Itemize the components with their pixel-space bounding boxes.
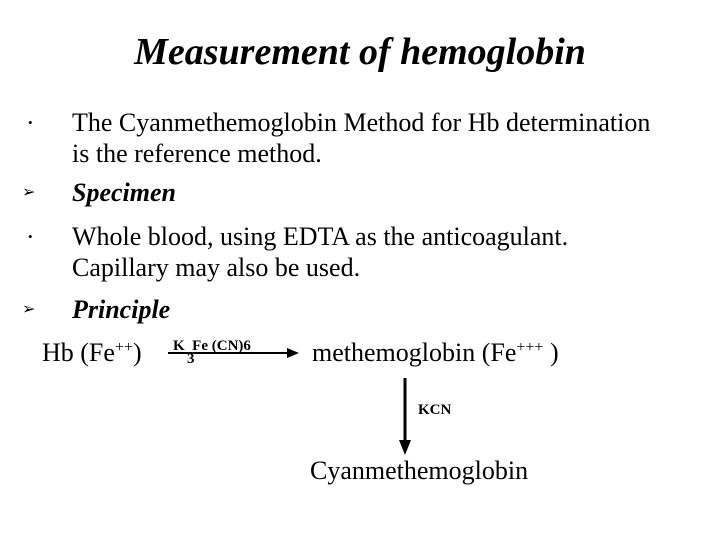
- specimen-heading: Specimen: [72, 178, 176, 207]
- method-text-continued: is the reference method.: [72, 139, 322, 168]
- bullet-icon: •: [28, 115, 33, 130]
- down-arrow-icon: [397, 378, 413, 456]
- specimen-text-continued: Capillary may also be used.: [72, 253, 361, 282]
- arrow-bullet-icon: ➢: [22, 184, 36, 201]
- method-text: The Cyanmethemoglobin Method for Hb determination: [72, 108, 651, 137]
- kcn-label: KCN: [418, 402, 452, 418]
- reagent-label: K Fe (CN)6: [173, 338, 251, 354]
- bullet-icon: •: [28, 229, 33, 244]
- reaction-arrow-icon: [168, 346, 300, 360]
- reactant-formula: Hb (Fe++): [42, 338, 142, 367]
- reagent-subscript: 3: [187, 351, 195, 367]
- product-label: Cyanmethemoglobin: [310, 456, 529, 485]
- slide-title: Measurement of hemoglobin: [134, 31, 586, 73]
- intermediate-formula: methemoglobin (Fe+++ ): [312, 338, 559, 367]
- arrow-bullet-icon: ➢: [22, 301, 36, 318]
- specimen-text: Whole blood, using EDTA as the anticoagulant.: [72, 222, 569, 251]
- principle-heading: Principle: [72, 295, 171, 324]
